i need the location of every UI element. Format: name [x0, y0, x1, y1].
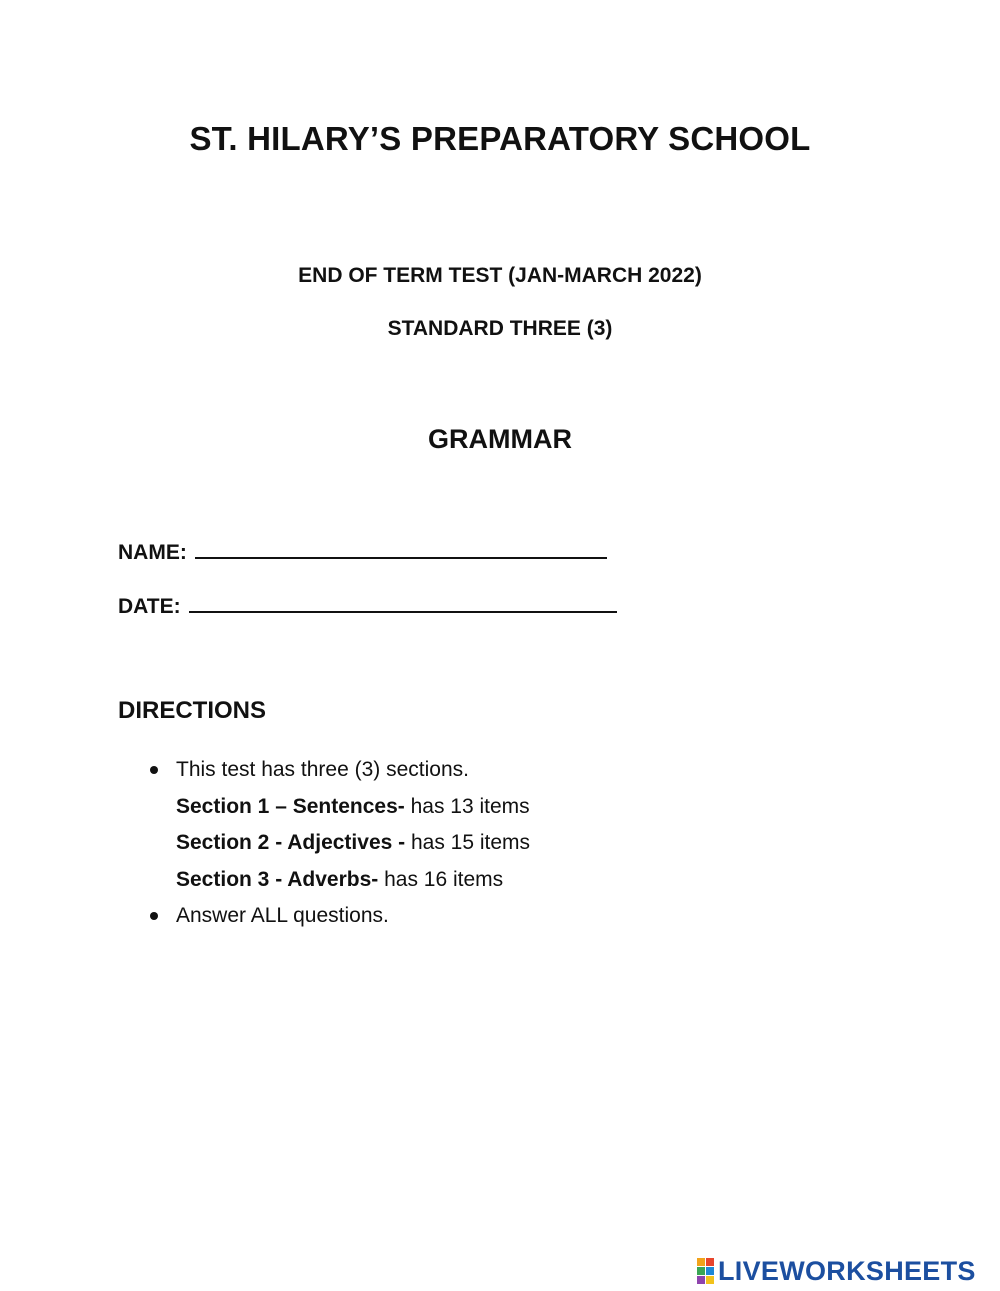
directions-list	[150, 752, 530, 935]
section-label: Section 1 – Sentences-	[176, 794, 405, 818]
section-item	[150, 789, 530, 826]
section-label: Section 3 - Adverbs-	[176, 867, 379, 891]
directions-heading: DIRECTIONS	[118, 697, 267, 724]
standard-label: STANDARD THREE (3)	[387, 317, 613, 340]
name-blank-line[interactable]	[195, 537, 607, 559]
section-detail: has 15 items	[405, 831, 531, 854]
liveworksheets-logo-text: LIVEWORKSHEETS	[718, 1255, 976, 1286]
section-item	[150, 825, 530, 862]
school-name: ST. HILARY’S PREPARATORY SCHOOL	[189, 120, 811, 157]
directions-instruction: Answer ALL questions.	[176, 904, 389, 927]
bullet-icon	[150, 766, 158, 774]
name-field[interactable]	[118, 537, 607, 565]
test-title: END OF TERM TEST (JAN-MARCH 2022)	[298, 264, 702, 287]
bullet-icon	[150, 912, 158, 920]
subject-title: GRAMMAR	[428, 424, 572, 454]
date-field[interactable]	[118, 591, 617, 619]
section-detail: has 13 items	[404, 794, 530, 818]
section-detail: has 16 items	[378, 867, 504, 891]
directions-intro: This test has three (3) sections.	[176, 758, 469, 781]
section-item	[150, 862, 530, 899]
section-label: Section 2 - Adjectives -	[176, 831, 406, 854]
list-item	[150, 898, 530, 935]
liveworksheets-logo-icon	[697, 1258, 714, 1284]
date-label: DATE:	[118, 595, 181, 618]
date-blank-line[interactable]	[189, 591, 617, 613]
list-item	[150, 752, 530, 789]
name-label: NAME:	[118, 541, 187, 564]
liveworksheets-logo	[697, 1256, 976, 1286]
